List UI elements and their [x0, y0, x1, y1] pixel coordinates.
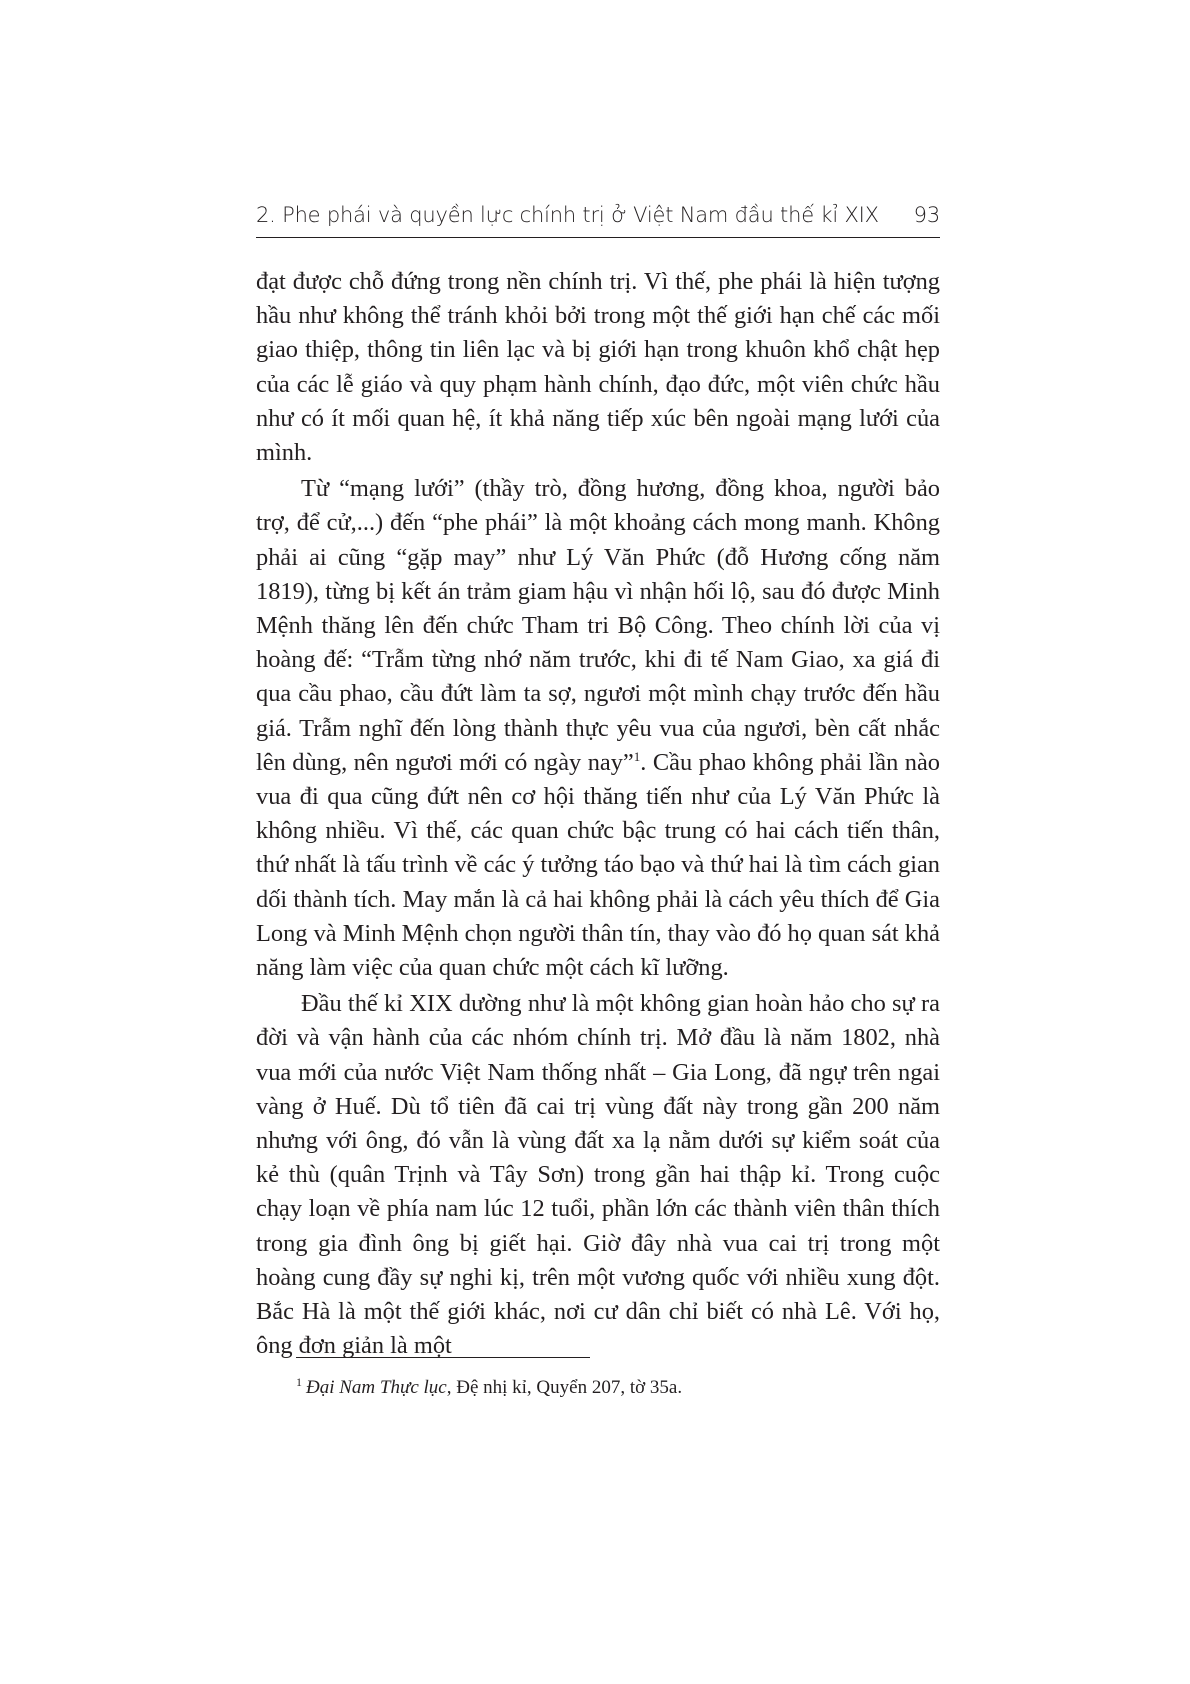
footnote-source-detail: , Đệ nhị kỉ, Quyển 207, tờ 35a. [446, 1377, 683, 1398]
paragraph-2 [256, 472, 940, 985]
footnote-reference[interactable]: 1 [633, 748, 641, 764]
footnote-divider [296, 1357, 590, 1358]
paragraph-2-text-a: Từ “mạng lưới” (thầy trò, đồng hương, đồng khoa, người bảo trợ, để cử,...) đến “phe phái” là một khoảng cách mong manh. Không phải ai cũng “gặp may” như Lý Văn Phức (đỗ Hương cống năm 1819), từng bị kết án trảm giam hậu vì nhận hối lộ, sau đó được Minh Mệnh thăng lên đến chức Tham tri Bộ Công. Theo chính lời của vị hoàng đế: “Trẫm từng nhớ năm trước, khi đi tế Nam Giao, xa giá đi qua cầu phao, cầu đứt làm ta sợ, ngươi một mình chạy trước đến hầu giá. Trẫm nghĩ đến lòng thành thực yêu vua của ngươi, bèn cất nhắc lên dùng, nên ngươi mới có ngày nay” [256, 475, 940, 776]
footnote [296, 1375, 936, 1401]
paragraph-2-text-b: . Cầu phao không phải lần nào vua đi qua cũng đứt nên cơ hội thăng tiến như của Lý Văn Phức là không nhiều. Vì thế, các quan chức bậc trung có hai cách tiến thân, thứ nhất là tấu trình về các ý tưởng táo bạo và thứ hai là tìm cách gian dối thành tích. May mắn là cả hai không phải là cách yêu thích để Gia Long và Minh Mệnh chọn người thân tín, thay vào đó họ quan sát khả năng làm việc của quan chức một cách kĩ lưỡng. [256, 748, 941, 982]
paragraph-1: đạt được chỗ đứng trong nền chính trị. Vì thế, phe phái là hiện tượng hầu như không thể tránh khỏi bởi trong một thế giới hạn chế các mối giao thiệp, thông tin liên lạc và bị giới hạn trong khuôn khổ chật hẹp của các lễ giáo và quy phạm hành chính, đạo đức, một viên chức hầu như có ít mối quan hệ, ít khả năng tiếp xúc bên ngoài mạng lưới của mình. [256, 268, 940, 467]
page-number: 93 [913, 203, 940, 227]
footnote-source-title: Đại Nam Thực lục [306, 1377, 447, 1398]
body-text [256, 265, 940, 1366]
paragraph-3: Đầu thế kỉ XIX dường như là một không gian hoàn hảo cho sự ra đời và vận hành của các nhóm chính trị. Mở đầu là năm 1802, nhà vua mới của nước Việt Nam thống nhất – Gia Long, đã ngự trên ngai vàng ở Huế. Dù tổ tiên đã cai trị vùng đất này trong gần 200 năm nhưng với ông, đó vẫn là vùng đất xa lạ nằm dưới sự kiểm soát của kẻ thù (quân Trịnh và Tây Sơn) trong gần hai thập kỉ. Trong cuộc chạy loạn về phía nam lúc 12 tuổi, phần lớn các thành viên thân thích trong gia đình ông bị giết hại. Giờ đây nhà vua cai trị trong một hoàng cung đầy sự nghi kị, trên một vương quốc với nhiều xung đột. Bắc Hà là một thế giới khác, nơi cư dân chỉ biết có nhà Lê. Với họ, ông đơn giản là một [256, 990, 940, 1360]
running-header [256, 203, 940, 238]
footnote-mark: 1 [296, 1374, 302, 1389]
chapter-title: 2. Phe phái và quyền lực chính trị ở Việt Nam đầu thế kỉ XIX [256, 203, 879, 227]
